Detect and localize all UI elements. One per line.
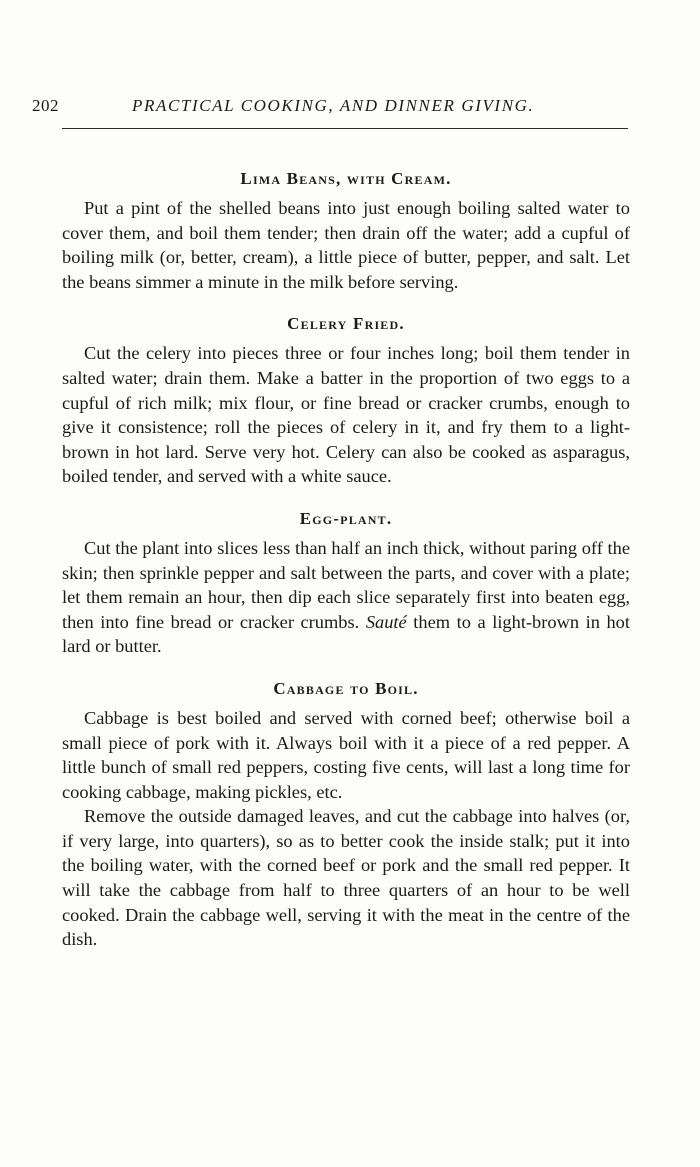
book-page — [32, 96, 632, 126]
recipe-cabbage-to-boil — [62, 676, 630, 952]
page-body — [62, 166, 630, 969]
recipe-heading: Egg-plant. — [299, 508, 393, 528]
recipe-paragraph: Put a pint of the shelled beans into just enough boiling salted water to cover them, and boil them tender; then drain off the water; add a cupful of boiling milk (or, better, cream), a little piece of butter, pepper, and salt. Let the beans simmer a minute in the milk before serving. — [62, 198, 630, 292]
recipe-heading: Celery Fried. — [287, 314, 405, 334]
recipe-paragraph: Cabbage is best boiled and served with corned beef; otherwise boil a small piece of pork with it. Always boil with it a piece of a red pepper. A little bunch of small red peppers, costing five cents, will last a long time for cooking cabbage, making pickles, etc. — [62, 707, 630, 802]
paragraph-text: Cut the plant into slices less than half an inch thick, without paring off the skin; then sprinkle pepper and salt between the parts, and cover with a plate; let them remain an hour, then dip each slice separately first into beaten egg, then into fine bread or cracker crumbs. — [62, 537, 630, 632]
paragraph-text-tail: them to a light-brown in hot lard or butter. — [62, 611, 630, 657]
recipe-paragraph: Remove the outside damaged leaves, and cut the cabbage into halves (or, if very large, into quarters), so as to better cook the inside stalk; put it into the boiling water, with the corned beef or pork and the small red pepper. It will take the cabbage from half to three quarters of an hour to be well cooked. Drain the cabbage well, serving it with the meat in the centre of the dish. — [62, 806, 630, 950]
recipe-lima-beans — [62, 166, 630, 294]
recipe-celery-fried — [62, 311, 630, 489]
recipe-heading: Cabbage to Boil. — [273, 678, 419, 698]
running-head — [32, 96, 632, 126]
recipe-paragraph: Cut the celery into pieces three or four inches long; boil them tender in salted water; drain them. Make a batter in the proportion of two eggs to a cupful of rich milk; mix flour, or fine bread or cracker crumbs, enough to give it consistence; roll the pieces of celery in it, and fry them to a light-brown in hot lard. Serve very hot. Celery can also be cooked as asparagus, boiled tender, and served with a white sauce. — [62, 343, 630, 487]
recipe-paragraph — [62, 536, 630, 659]
page-number: 202 — [32, 96, 59, 115]
header-rule — [62, 128, 628, 129]
recipe-heading: Lima Beans, with Cream. — [240, 169, 452, 188]
italic-term: Sauté — [365, 611, 407, 632]
running-title: PRACTICAL COOKING, AND DINNER GIVING. — [132, 96, 535, 115]
recipe-egg-plant — [62, 506, 630, 659]
